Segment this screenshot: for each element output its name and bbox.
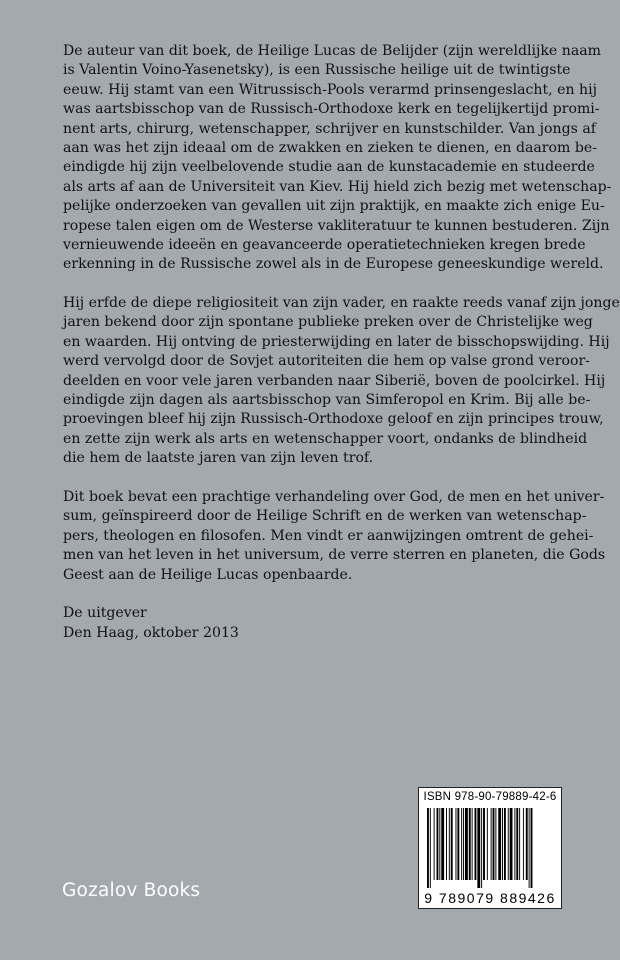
barcode-bar xyxy=(477,808,480,888)
barcode-bar xyxy=(434,808,435,880)
signoff xyxy=(63,604,560,643)
barcode-bar xyxy=(472,808,473,880)
text-line: vernieuwende ideeën en geavanceerde operatietechnieken kregen brede xyxy=(63,236,586,253)
barcode-bar xyxy=(510,808,513,880)
text-line: en zette zijn werk als arts en wetenschapper voort, ondanks de blindheid xyxy=(63,430,588,447)
barcode-bar xyxy=(519,808,520,880)
barcode-bar xyxy=(529,808,530,888)
barcode-bar xyxy=(457,808,459,880)
barcode-bar xyxy=(465,808,468,880)
barcode-bars-icon xyxy=(425,808,555,890)
text-line: De auteur van dit boek, de Heilige Lucas de Belijder (zijn wereldlijke naam xyxy=(63,43,601,59)
barcode-bar xyxy=(439,808,440,880)
barcode-bar xyxy=(451,808,453,880)
barcode-bar xyxy=(481,808,482,888)
text-line: is Valentin Voino-Yasenetsky), is een Russische heilige uit de twintigste xyxy=(63,62,571,79)
barcode-bar xyxy=(456,808,457,880)
isbn-label: ISBN 978-90-79889-42-6 xyxy=(423,791,557,803)
signoff-title: De uitgever xyxy=(63,605,147,622)
isbn-barcode xyxy=(418,787,562,909)
text-line: als arts af aan de Universiteit van Kiev. Hij hield zich bezig met wetenschap- xyxy=(63,178,612,195)
paragraph-3 xyxy=(63,488,606,585)
text-line: eeuw. Hij stamt van een Witrussisch-Pools verarmd prinsengeslacht, en hij xyxy=(63,81,597,98)
barcode-bar xyxy=(514,808,515,880)
barcode-bar xyxy=(469,808,471,880)
text-line: Geest aan de Heilige Lucas openbaarde. xyxy=(63,566,353,583)
ean-digits: 9 789079 889426 xyxy=(424,890,556,906)
publisher-name: Gozalov Books xyxy=(62,880,201,901)
barcode-bar xyxy=(487,808,488,880)
text-line: pelijke onderzoeken van gevallen uit zijn praktijk, en maakte zich enige Eu- xyxy=(63,198,605,215)
barcode-bar xyxy=(446,808,447,880)
paragraph-2 xyxy=(63,294,620,469)
text-line: ropese talen eigen om de Westerse vakliteratuur te kunnen bestuderen. Zijn xyxy=(63,217,610,234)
back-cover-text xyxy=(63,42,620,643)
barcode-bar xyxy=(502,808,503,880)
barcode-bar xyxy=(437,808,439,880)
text-line: Dit boek bevat een prachtige verhandeling over God, de men en het univer- xyxy=(63,488,605,505)
barcode-bar xyxy=(504,808,506,880)
text-line: eindigde zijn dagen als aartsbisschop van Simferopol en Krim. Bij alle be- xyxy=(63,392,591,409)
barcode-bar xyxy=(508,808,509,880)
text-line: werd vervolgd door de Sovjet autoriteiten die hem op valse grond veroor- xyxy=(63,353,590,370)
barcode-bar xyxy=(427,808,429,888)
barcode-bar xyxy=(449,808,450,880)
text-line: was aartsbisschop van de Russisch-Orthodoxe kerk en tegelijkertijd promi- xyxy=(63,101,600,118)
barcode-bar xyxy=(441,808,444,880)
text-line: men van het leven in het universum, de verre sterren en planeten, die Gods xyxy=(63,547,606,564)
barcode-bar xyxy=(498,808,501,880)
text-line: nent arts, chirurg, wetenschapper, schrijver en kunstschilder. Van jongs af xyxy=(63,120,596,137)
text-line: eindigde hij zijn veelbelovende studie aan de kunstacademie en studeerde xyxy=(63,159,595,176)
barcode-bar xyxy=(430,808,431,888)
barcode-bar xyxy=(523,808,524,880)
text-line: jaren bekend door zijn spontane publieke preken over de Christelijke weg xyxy=(63,314,593,331)
signoff-place-date: Den Haag, oktober 2013 xyxy=(63,624,239,641)
text-line: erkenning in de Russische zowel als in de Europese geneeskundige wereld. xyxy=(63,256,604,273)
text-line: die hem de laatste jaren van zijn leven trof. xyxy=(63,450,374,467)
text-line: aan was het zijn ideaal om de zwakken en zieken te dienen, en daarom be- xyxy=(63,139,598,156)
paragraph-1 xyxy=(63,42,612,275)
barcode-bar xyxy=(491,808,492,880)
barcode-bar xyxy=(475,808,477,880)
text-line: proevingen bleef hij zijn Russisch-Orthodoxe geloof en zijn principes trouw, xyxy=(63,411,604,428)
barcode-bar xyxy=(531,808,533,888)
text-line: en waarden. Hij ontving de priesterwijding en later de bisschopswijding. Hij xyxy=(63,333,610,350)
barcode-bar xyxy=(516,808,518,880)
barcode-bar xyxy=(483,808,485,880)
text-line: sum, geïnspireerd door de Heilige Schrift en de werken van wetenschap- xyxy=(63,508,587,525)
text-line: deelden en voor vele jaren verbanden naar Siberië, boven de poolcirkel. Hij xyxy=(63,372,606,389)
text-line: Hij erfde de diepe religiositeit van zijn vader, en raakte reeds vanaf zijn jonge xyxy=(63,295,620,312)
barcode-bar xyxy=(526,808,528,880)
barcode-bar xyxy=(495,808,496,880)
barcode-bar xyxy=(463,808,464,880)
text-line: pers, theologen en filosofen. Men vindt er aanwijzingen omtrent de gehei- xyxy=(63,527,594,544)
barcode-bar xyxy=(461,808,462,880)
barcode-bar xyxy=(493,808,495,880)
